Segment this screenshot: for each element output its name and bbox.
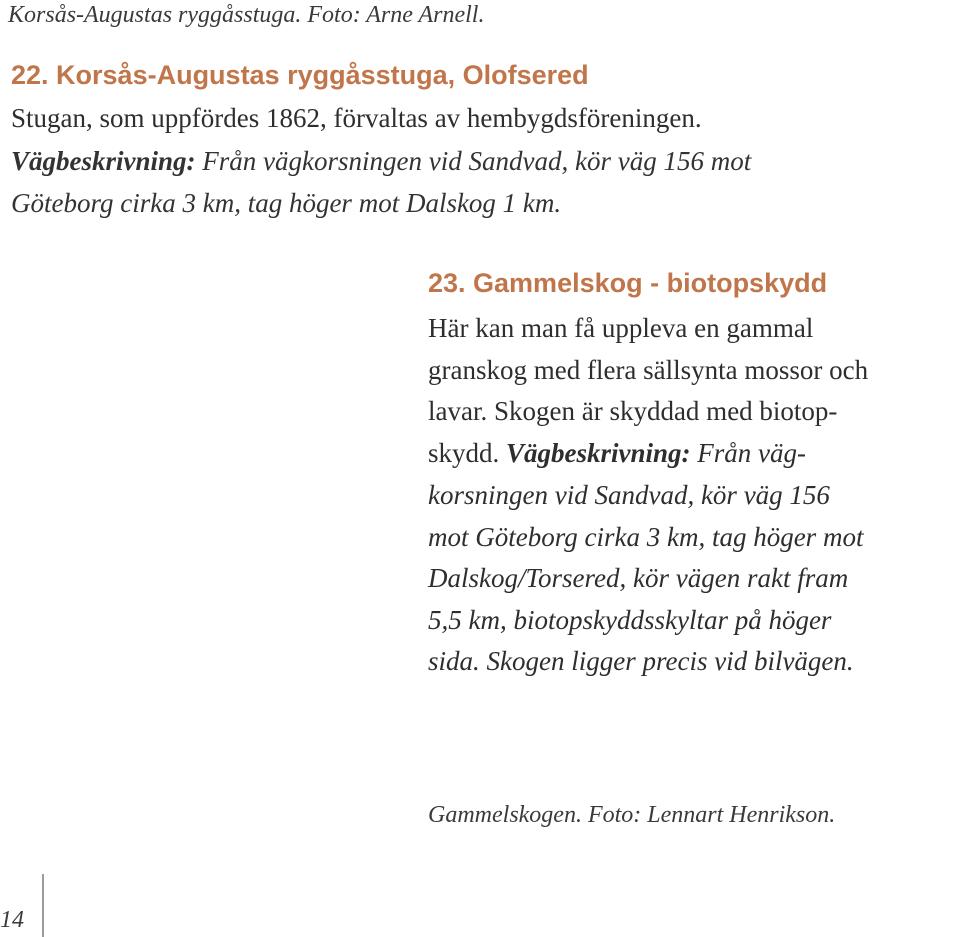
section-22-directions-line-1 bbox=[11, 144, 751, 178]
directions-text: Från väg- bbox=[690, 438, 807, 468]
photo-caption-bottom: Gammelskogen. Foto: Lennart Henrikson. bbox=[428, 802, 836, 828]
section-23-line bbox=[428, 436, 806, 470]
directions-label: Vägbeskrivning: bbox=[506, 438, 691, 468]
section-23-directions-line: Dalskog/Torsered, kör vägen rakt fram bbox=[428, 563, 849, 593]
section-23-directions-line: mot Göteborg cirka 3 km, tag höger mot bbox=[428, 522, 864, 552]
photo-caption-top: Korsås-Augustas ryggåsstuga. Foto: Arne Arnell. bbox=[8, 2, 485, 28]
section-23-heading: 23. Gammelskog - biotopskydd bbox=[428, 268, 828, 298]
section-23-line: Här kan man få uppleva en gammal bbox=[428, 313, 814, 343]
section-23-line: granskog med flera sällsynta mossor och bbox=[428, 355, 869, 385]
directions-text: Från vägkorsningen vid Sandvad, kör väg 156 mot bbox=[195, 146, 752, 176]
page-number: 14 bbox=[0, 907, 24, 933]
section-22-heading: 22. Korsås-Augustas ryggåsstuga, Olofsered bbox=[11, 60, 589, 90]
page-margin-rule bbox=[42, 874, 44, 937]
section-22-directions-line-2: Göteborg cirka 3 km, tag höger mot Dalskog 1 km. bbox=[11, 188, 562, 218]
section-23-directions-line: korsningen vid Sandvad, kör väg 156 bbox=[428, 480, 830, 510]
section-23-directions-line: sida. Skogen ligger precis vid bilvägen. bbox=[428, 646, 854, 676]
section-22-body: Stugan, som uppfördes 1862, förvaltas av hembygdsföreningen. bbox=[11, 103, 702, 133]
section-23-line: lavar. Skogen är skyddad med biotop- bbox=[428, 396, 838, 426]
section-23-text: skydd. bbox=[428, 438, 507, 468]
directions-label: Vägbeskrivning: bbox=[11, 146, 196, 176]
section-23-directions-line: 5,5 km, biotopskyddsskyltar på höger bbox=[428, 605, 832, 635]
